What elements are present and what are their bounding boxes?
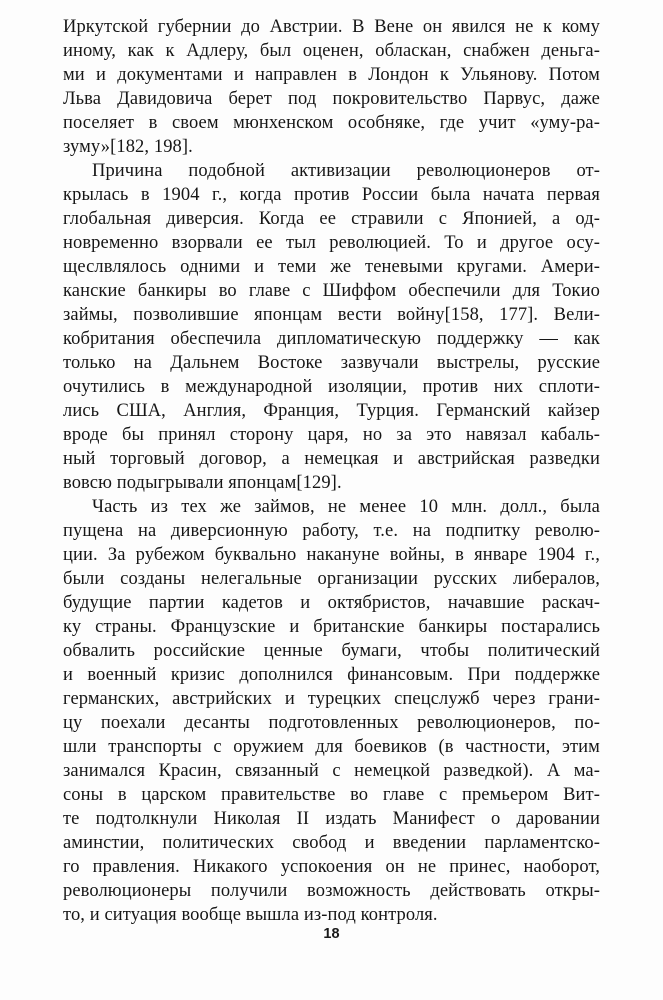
text-line: ку страны. Французские и британские банкиры постарались — [63, 617, 600, 637]
text-line: аминстии, политических свобод и введении парламентско- — [63, 833, 600, 853]
text-line: революционеры получили возможность действовать откры- — [63, 881, 600, 901]
paragraph — [63, 159, 600, 495]
text-line: ми и документами и направлен в Лондон к Ульянову. Потом — [63, 65, 600, 85]
text-line: иному, как к Адлеру, был оценен, обласкан, снабжен деньга- — [63, 41, 600, 61]
text-line: были созданы нелегальные организации русских либералов, — [63, 569, 600, 589]
text-line: крылась в 1904 г., когда против России была начата первая — [63, 185, 600, 205]
paragraph — [63, 15, 600, 159]
text-line: Причина подобной активизации революционеров от- — [92, 161, 600, 181]
text-line: ный торговый договор, а немецкая и австрийская разведки — [63, 449, 600, 469]
text-line: цу поехали десанты подготовленных революционеров, по- — [63, 713, 600, 733]
text-line: то, и ситуация вообще вышла из-под контроля. — [63, 905, 438, 925]
text-line: го правления. Никакого успокоения он не принес, наоборот, — [63, 857, 600, 877]
text-line: и военный кризис дополнился финансовым. При поддержке — [63, 665, 600, 685]
text-line: очутились в международной изоляции, против них сплоти- — [63, 377, 600, 397]
text-line: поселяет в своем мюнхенском особняке, где учит «уму-ра- — [63, 113, 600, 133]
text-line: пущена на диверсионную работу, т.е. на подпитку револю- — [63, 521, 600, 541]
page-number: 18 — [323, 926, 340, 942]
text-line: новременно взорвали ее тыл революцией. То и другое осу- — [63, 233, 600, 253]
text-line: только на Дальнем Востоке зазвучали выстрелы, русские — [63, 353, 600, 373]
text-line: Часть из тех же займов, не менее 10 млн. долл., была — [92, 497, 600, 517]
text-line: зуму»[182, 198]. — [63, 137, 193, 157]
text-block — [63, 15, 600, 927]
text-line: Иркутской губернии до Австрии. В Вене он явился не к кому — [63, 17, 600, 37]
text-line: вовсю подыгрывали японцам[129]. — [63, 473, 342, 493]
text-line: германских, австрийских и турецких спецслужб через грани- — [63, 689, 600, 709]
text-line: будущие партии кадетов и октябристов, начавшие раскач- — [63, 593, 600, 613]
text-line: обвалить российские ценные бумаги, чтобы политический — [63, 641, 600, 661]
text-line: вроде бы принял сторону царя, но за это навязал кабаль- — [63, 425, 600, 445]
text-line: глобальная диверсия. Когда ее стравили с Японией, а од- — [63, 209, 600, 229]
text-line: шли транспорты с оружием для боевиков (в частности, этим — [63, 737, 600, 757]
text-line: Льва Давидовича берет под покровительство Парвус, даже — [63, 89, 600, 109]
text-line: лись США, Англия, Франция, Турция. Германский кайзер — [63, 401, 600, 421]
text-line: щеслвлялось одними и теми же теневыми кругами. Амери- — [63, 257, 600, 277]
text-line: займы, позволившие японцам вести войну[158, 177]. Вели- — [63, 305, 600, 325]
text-line: канские банкиры во главе с Шиффом обеспечили для Токио — [63, 281, 600, 301]
paragraph — [63, 495, 600, 927]
text-line: соны в царском правительстве во главе с премьером Вит- — [63, 785, 600, 805]
text-line: ции. За рубежом буквально накануне войны, в январе 1904 г., — [63, 545, 600, 565]
text-line: кобритания обеспечила дипломатическую поддержку — как — [63, 329, 600, 349]
text-line: занимался Красин, связанный с немецкой разведкой). А ма- — [63, 761, 600, 781]
text-line: те подтолкнули Николая II издать Манифест о даровании — [63, 809, 600, 829]
